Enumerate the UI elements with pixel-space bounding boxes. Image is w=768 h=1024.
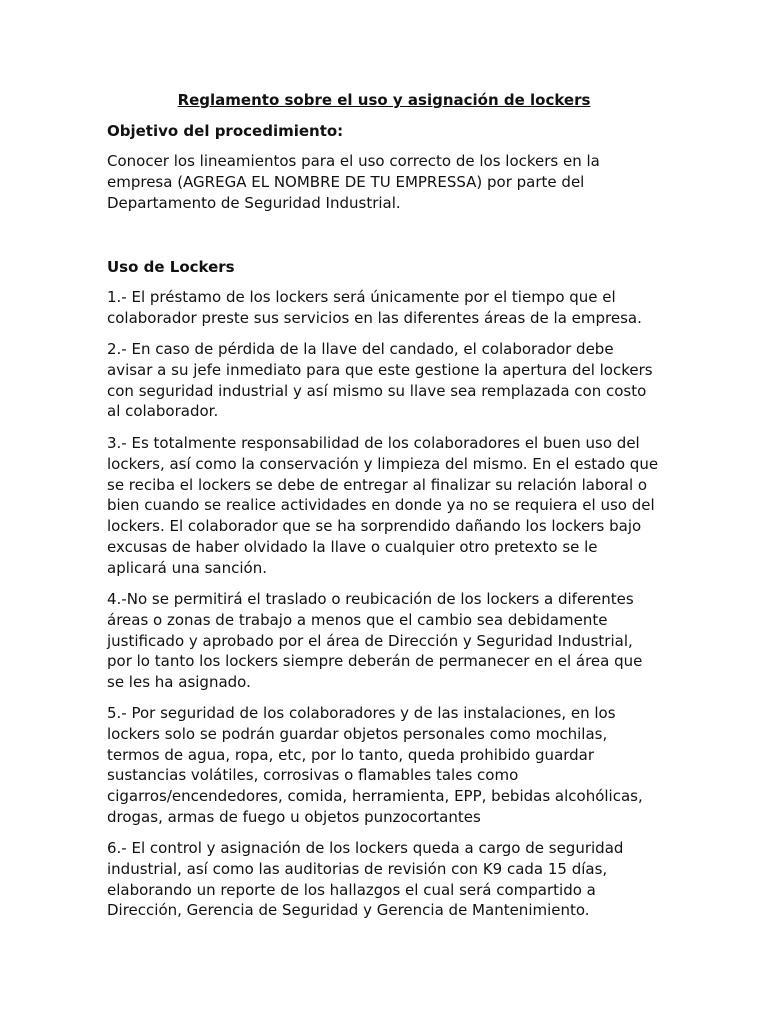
paragraph-line: se reciba el lockers se debe de entregar al finalizar su relación laboral o <box>107 475 648 494</box>
paragraph-line: 2.- En caso de pérdida de la llave del candado, el colaborador debe <box>107 340 614 358</box>
paragraph-line: bien cuando se realice actividades en donde ya no se requiera el uso del <box>107 496 655 515</box>
paragraph-line: empresa (AGREGA EL NOMBRE DE TU EMPRESSA) por parte del <box>107 172 585 191</box>
paragraph-line: excusas de haber olvidado la llave o cualquier otro pretexto se le <box>107 537 598 556</box>
paragraph-line: drogas, armas de fuego u objetos punzocortantes <box>107 807 481 826</box>
document-title: Reglamento sobre el uso y asignación de lockers <box>177 91 591 109</box>
paragraph-line: áreas o zonas de trabajo a menos que el cambio sea debidamente <box>107 610 608 629</box>
objective-heading: Objetivo del procedimiento: <box>107 122 344 140</box>
paragraph-line: industrial, así como las auditorias de revisión con K9 cada 15 días, <box>107 859 608 878</box>
rule-5-paragraph <box>107 703 687 828</box>
paragraph-line: Dirección, Gerencia de Seguridad y Gerencia de Mantenimiento. <box>107 901 590 920</box>
paragraph-line: elaborando un reporte de los hallazgos el cual será compartido a <box>107 880 596 899</box>
rule-2-paragraph <box>107 339 687 422</box>
paragraph-line: cigarros/encendedores, comida, herramienta, EPP, bebidas alcohólicas, <box>107 787 643 806</box>
paragraph-line: al colaborador. <box>107 402 219 421</box>
paragraph-line: 4.-No se permitirá el traslado o reubicación de los lockers a diferentes <box>107 590 634 608</box>
paragraph-line: 6.- El control y asignación de los lockers queda a cargo de seguridad <box>107 839 624 857</box>
paragraph-line: 3.- Es totalmente responsabilidad de los colaboradores el buen uso del <box>107 434 640 452</box>
section-heading-uso-de-lockers: Uso de Lockers <box>107 258 235 276</box>
paragraph-line: avisar a su jefe inmediato para que este gestione la apertura del lockers <box>107 360 653 379</box>
paragraph-line: lockers. El colaborador que se ha sorprendido dañando los lockers bajo <box>107 517 642 536</box>
objective-paragraph <box>107 151 687 213</box>
paragraph-line: termos de agua, ropa, etc, por lo tanto, queda prohibido guardar <box>107 745 595 764</box>
rule-6-paragraph <box>107 838 687 921</box>
paragraph-line: sustancias volátiles, corrosivas o flamables tales como <box>107 766 519 785</box>
paragraph-line: 5.- Por seguridad de los colaboradores y de las instalaciones, en los <box>107 704 616 722</box>
paragraph-line: con seguridad industrial y así mismo su llave sea remplazada con costo <box>107 381 647 400</box>
paragraph-line: justificado y aprobado por el área de Dirección y Seguridad Industrial, <box>107 631 633 650</box>
paragraph-line: colaborador preste sus servicios en las diferentes áreas de la empresa. <box>107 308 642 327</box>
paragraph-line: lockers, así como la conservación y limpieza del mismo. En el estado que <box>107 454 659 473</box>
rule-4-paragraph <box>107 589 687 693</box>
paragraph-line: 1.- El préstamo de los lockers será únicamente por el tiempo que el <box>107 288 616 306</box>
paragraph-line: lockers solo se podrán guardar objetos personales como mochilas, <box>107 724 608 743</box>
paragraph-line: se les ha asignado. <box>107 673 251 692</box>
paragraph-line: Departamento de Seguridad Industrial. <box>107 193 401 212</box>
paragraph-line: aplicará una sanción. <box>107 558 267 577</box>
rule-1-paragraph <box>107 287 687 329</box>
paragraph-line: por lo tanto los lockers siempre deberán de permanecer en el área que <box>107 652 643 671</box>
rule-3-paragraph <box>107 433 687 579</box>
paragraph-line: Conocer los lineamientos para el uso correcto de los lockers en la <box>107 152 600 170</box>
